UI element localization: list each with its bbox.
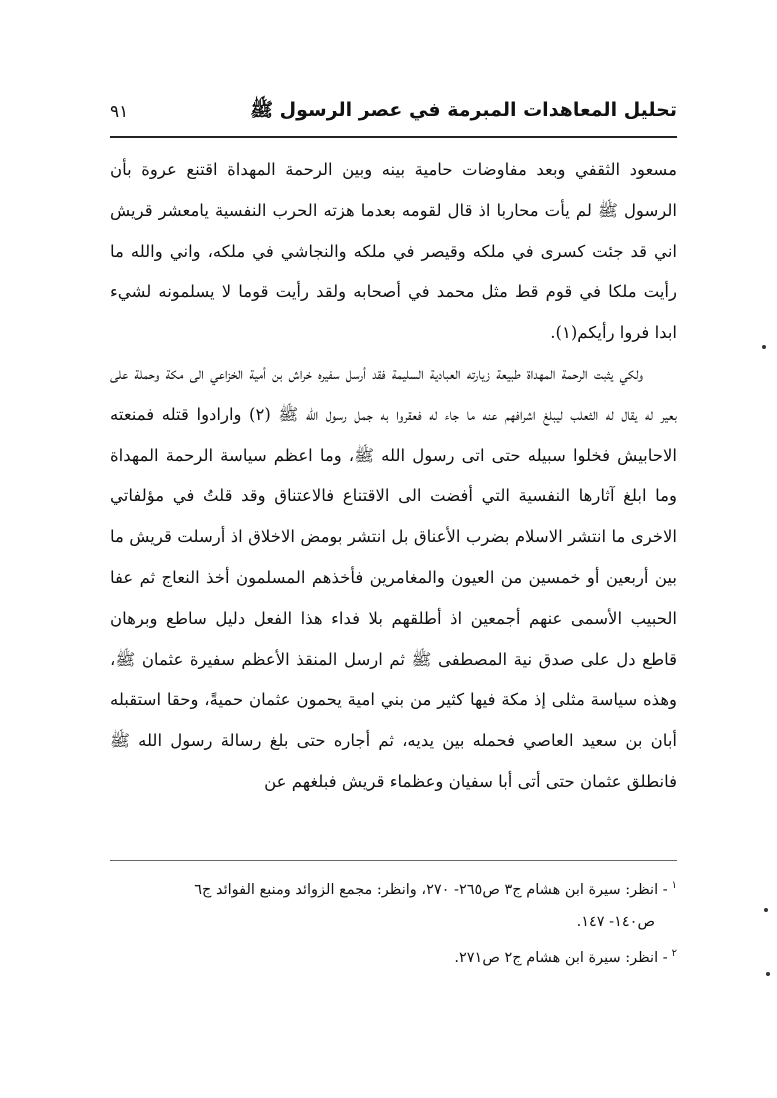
paragraph-2: ولكي يثبت الرحمة المهداة طبيعة زيارته العبادية السليمة فقد أرسل سفيره خراش بن أمية الخزاعي الى مكة وحملة على بعير له يقال له الثعلب ليبلغ اشرافهم عنه ما جاء له فعقروا به جمل رسول الله ﷺ (٢) وارادوا قتله فمنعته الاحابيش فخلوا سبيله حتى اتى رسول الله ﷺ، وما اعظم سياسة الرحمة المهداة وما ابلغ آثارها النفسية التي أفضت الى الاقتناع فالاعتناق وقد قلتُ في مؤلفاتي الاخرى ما انتشر الاسلام بضرب الأعناق بل انتشر بومض الاخلاق اذ أرسلت قريش ما بين أربعين أو خمسين من العيون والمغامرين فأخذهم المسلمون أخذ النعاج ثم عفا الحبيب الأسمى عنهم أجمعين اذ أطلقهم بلا فداء هذا الفعل دليل ساطع وبرهان قاطع دل على صدق نية المصطفى ﷺ ثم ارسل المنقذ الأعظم سفيرة عثمان ﷺ، وهذه سياسة مثلى إذ مكة فيها كثير من بني امية يحمون عثمان حميةً، وحقا استقبله أبان بن سعيد العاصي فحمله بين يديه، ثم أجاره حتى بلغ رسالة رسول الله ﷺ فانطلق عثمان حتى أتى أبا سفيان وعظماء قريش فبلغهم عن (110, 363, 677, 791)
footnote-2-mark: ٢ (671, 947, 677, 959)
page-header (110, 92, 677, 132)
running-title: تحليل المعاهدات المبرمة في عصر الرسول ﷺ (250, 99, 677, 121)
footnote-1-mark: ١ (671, 880, 677, 891)
footnote-separator (110, 860, 677, 861)
footnote-1 (130, 870, 677, 906)
footnote-1-continuation: ص١٤٠- ١٤٧. (576, 913, 655, 930)
scan-speck (766, 972, 770, 976)
page-number: ٩١ (110, 102, 129, 122)
footnote-2-text: - انظر: سيرة ابن هشام ج٢ ص٢٧١. (454, 949, 668, 966)
body-text (110, 150, 677, 803)
footnotes (130, 870, 677, 974)
footnote-2 (130, 938, 677, 974)
scan-speck (762, 345, 766, 349)
scan-speck (764, 908, 768, 912)
footnote-1-text: - انظر: سيرة ابن هشام ج٣ ص٢٦٥- ٢٧٠، وانظر: مجمع الزوائد ومنبع الفوائد ج٦ (194, 881, 668, 898)
paragraph-1: مسعود الثقفي وبعد مفاوضات حامية بينه وبين الرحمة المهداة اقتنع عروة بأن الرسول ﷺ لم يأت محاربا اذ قال لقومه بعدما هزته الحرب النفسية يامعشر قريش اني قد جئت كسرى في ملكه وقيصر في ملكه والنجاشي في ملكه، واني والله ما رأيت ملكا في قوم قط مثل محمد في أصحابه ولقد رأيت قوما لا يسلمونه لشيء ابدا فروا رأيكم(١). (110, 160, 677, 343)
header-rule (110, 136, 677, 138)
